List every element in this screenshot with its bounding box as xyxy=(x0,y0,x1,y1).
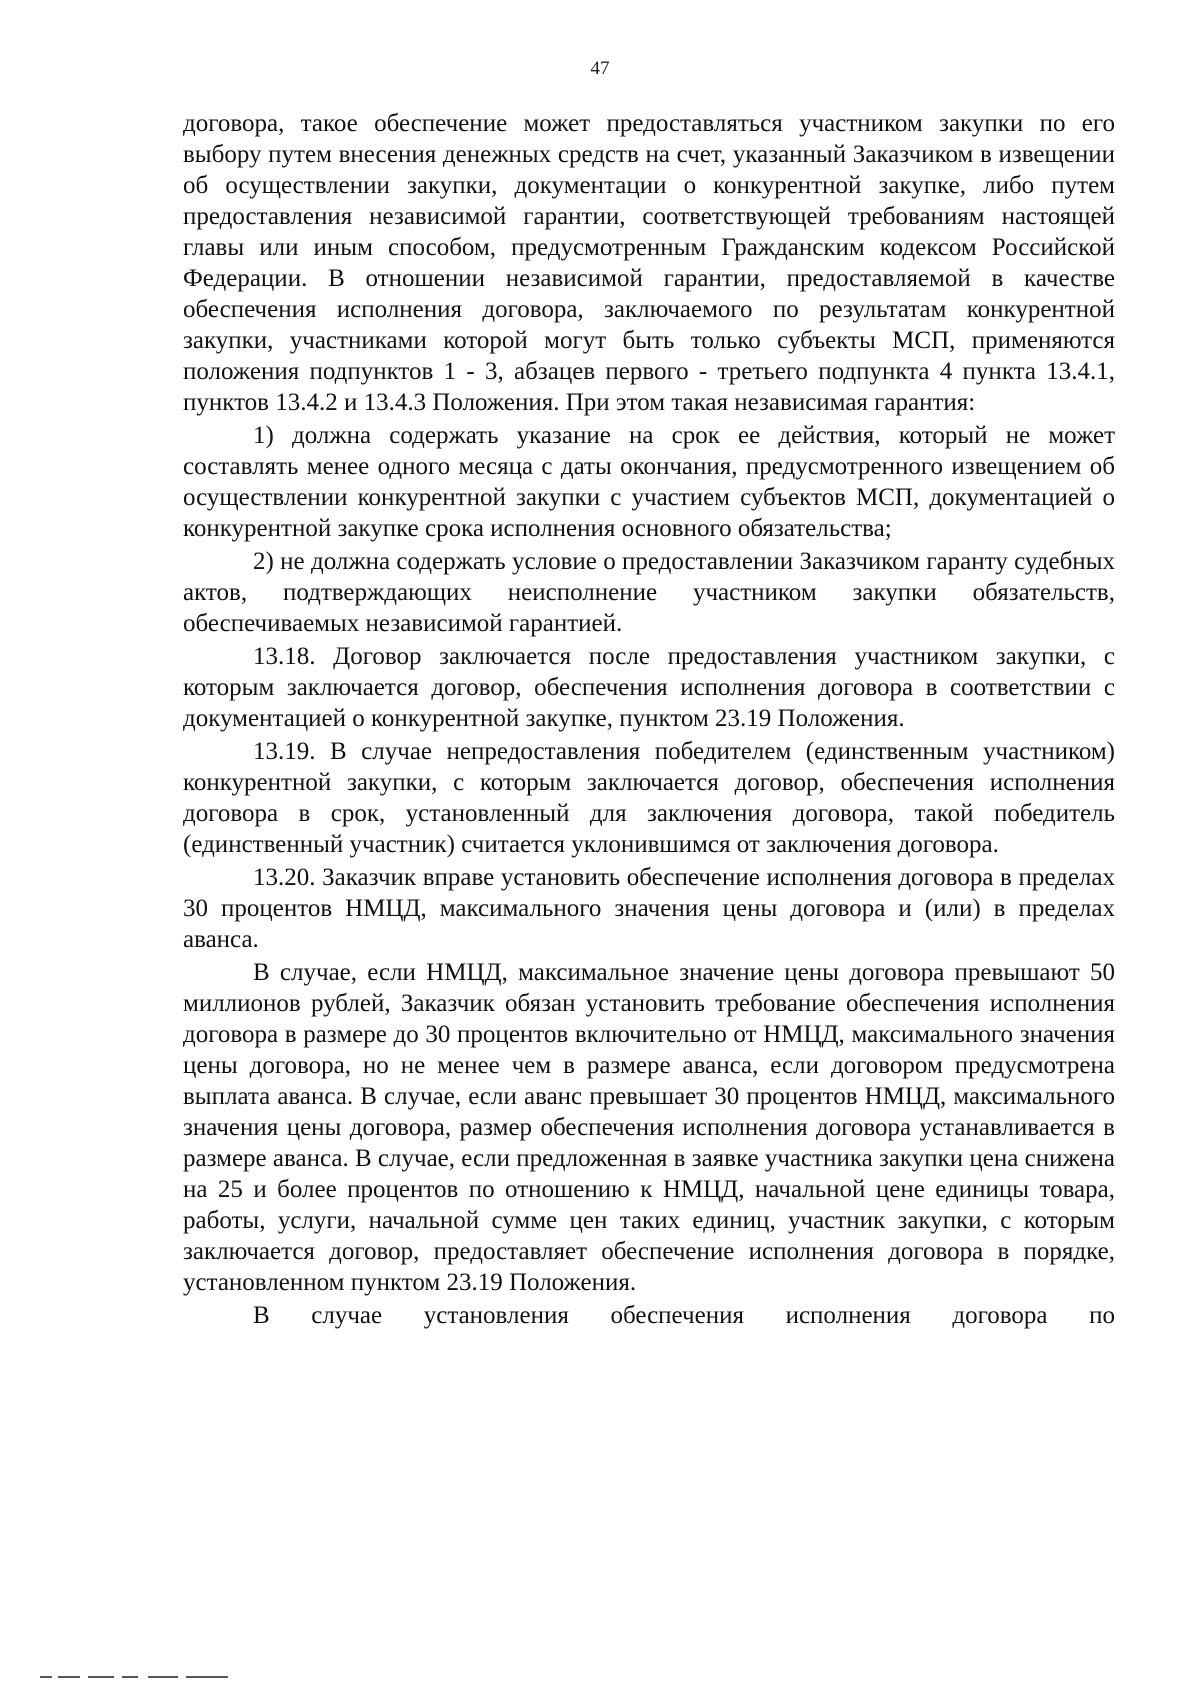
scan-artifact-lines xyxy=(40,1676,260,1679)
paragraph-13-19: 13.19. В случае непредоставления победителем (единственным участником) конкурентной закупки, с которым заключается договор, обеспечения исполнения договора в срок, установленный для заключения договора, такой победитель (единственный участник) считается уклонившимся от заключения договора. xyxy=(183,738,1115,858)
page-number: 47 xyxy=(590,58,610,79)
paragraph-nmcd-over-50m: В случае, если НМЦД, максимальное значение цены договора превышают 50 миллионов рублей, Заказчик обязан установить требование обеспечения исполнения договора в размере до 30 процентов включительно от НМЦД, максимального значения цены договора, но не менее чем в размере аванса, если договором предусмотрена выплата аванса. В случае, если аванс превышает 30 процентов НМЦД, максимального значения цены договора, размер обеспечения исполнения договора устанавливается в размере аванса. В случае, если предложенная в заявке участника закупки цена снижена на 25 и более процентов по отношению к НМЦД, начальной цене единицы товара, работы, услуги, начальной сумме цен таких единиц, участник закупки, с которым заключается договор, предоставляет обеспечение исполнения договора в порядке, установленном пунктом 23.19 Положения. xyxy=(183,959,1115,1296)
paragraph-continuation: договора, такое обеспечение может предоставляться участником закупки по его выбору путем внесения денежных средств на счет, указанный Заказчиком в извещении об осуществлении закупки, документации о конкурентной закупке, либо путем предоставления независимой гарантии, соответствующей требованиям настоящей главы или иным способом, предусмотренным Гражданским кодексом Российской Федерации. В отношении независимой гарантии, предоставляемой в качестве обеспечения исполнения договора, заключаемого по результатам конкурентной закупки, участниками которой могут быть только субъекты МСП, применяются положения подпунктов 1 - 3, абзацев первого - третьего подпункта 4 пункта 13.4.1, пунктов 13.4.2 и 13.4.3 Положения. При этом такая независимая гарантия: xyxy=(183,110,1115,416)
paragraph-13-18: 13.18. Договор заключается после предоставления участником закупки, с которым заключается договор, обеспечения исполнения договора в соответствии с документацией о конкурентной закупке, пунктом 23.19 Положения. xyxy=(183,643,1115,732)
paragraph-item-1: 1) должна содержать указание на срок ее действия, который не может составлять менее одного месяца с даты окончания, предусмотренного извещением об осуществлении конкурентной закупки с участием субъектов МСП, документацией о конкурентной закупке срока исполнения основного обязательства; xyxy=(183,422,1115,542)
paragraph-item-2: 2) не должна содержать условие о предоставлении Заказчиком гаранту судебных актов, подтверждающих неисполнение участником закупки обязательств, обеспечиваемых независимой гарантией. xyxy=(183,548,1115,637)
document-text xyxy=(183,108,1115,1333)
paragraph-security-setting: В случае установления обеспечения исполнения договора по xyxy=(253,1302,1115,1329)
paragraph-13-20: 13.20. Заказчик вправе установить обеспечение исполнения договора в пределах 30 процентов НМЦД, максимального значения цены договора и (или) в пределах аванса. xyxy=(183,864,1115,953)
